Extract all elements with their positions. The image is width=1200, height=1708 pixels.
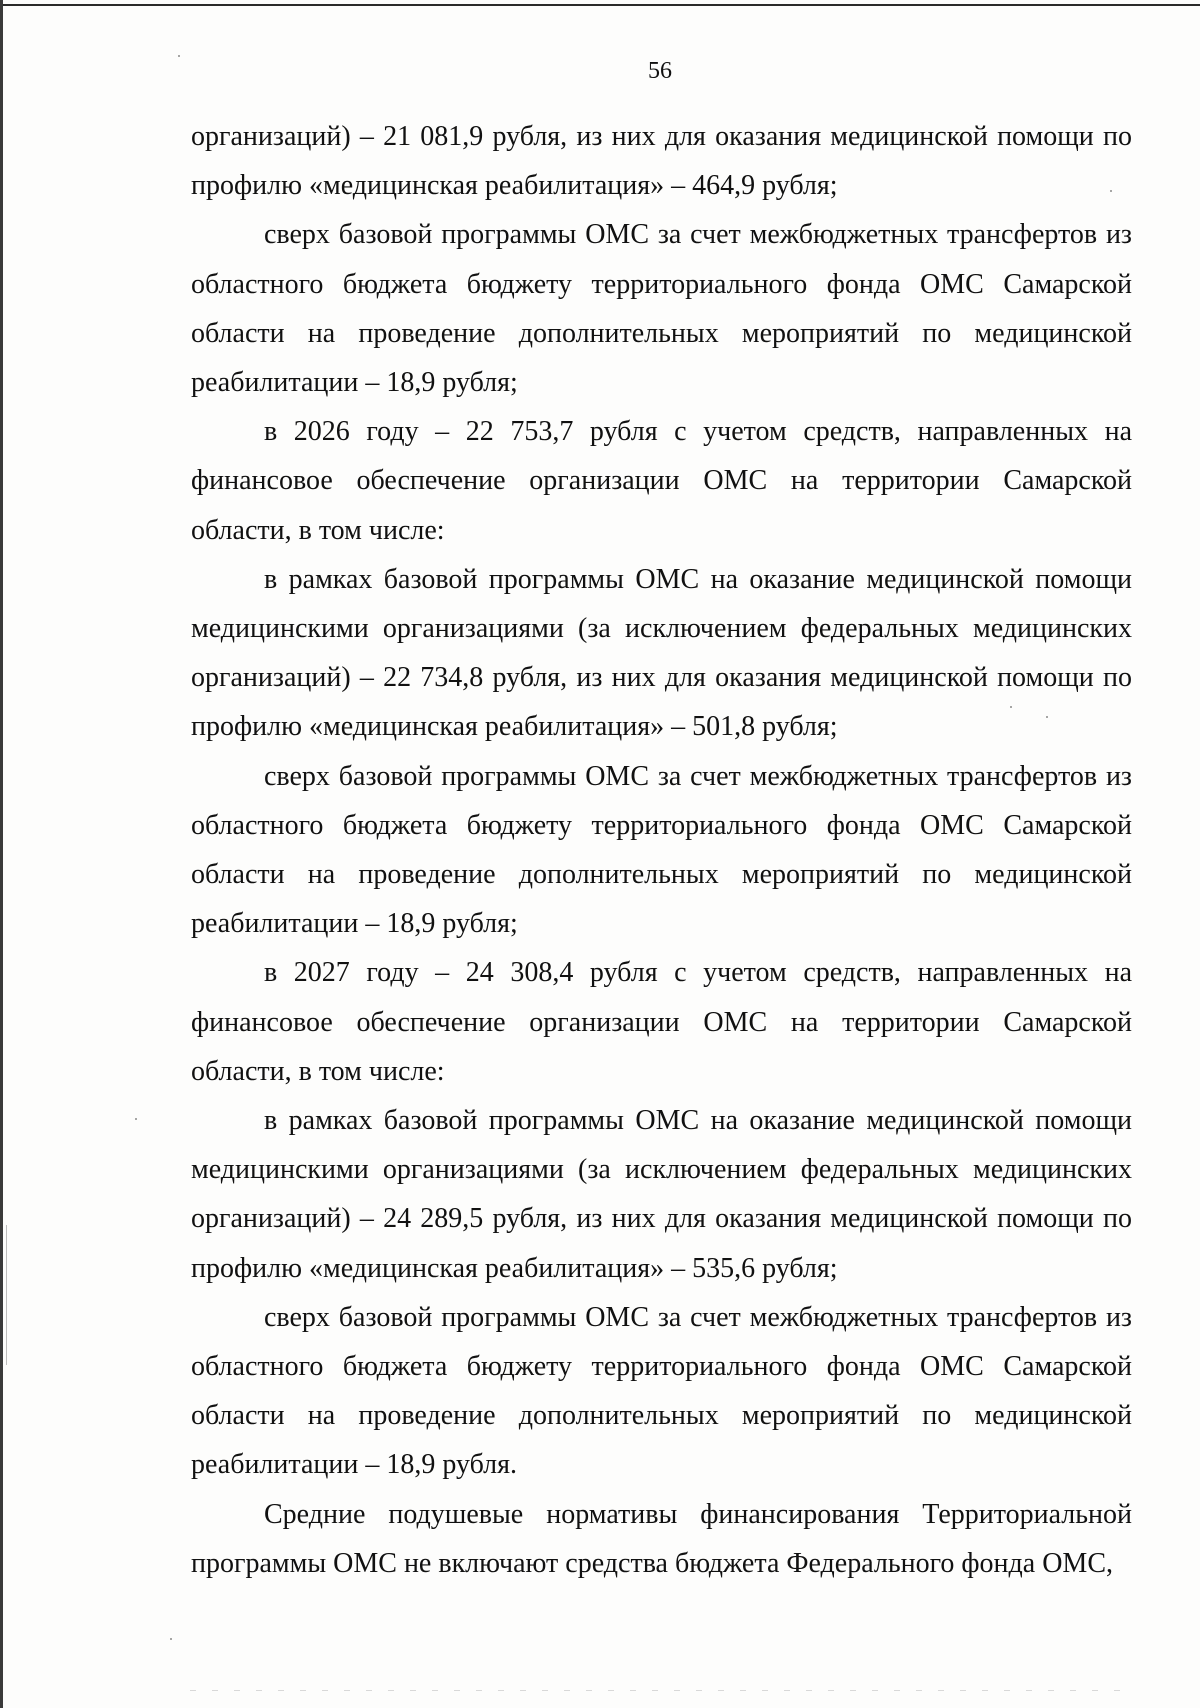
scan-speck [135,1118,137,1120]
scan-speck [170,1638,172,1640]
scan-top-edge [0,4,1200,6]
body-text [191,112,1132,1588]
scan-left-edge [0,0,3,1708]
page-number: 56 [648,58,672,84]
paragraph: организаций) – 21 081,9 рубля, из них для оказания медицинской помощи по профилю «медицинская реабилитация» – 464,9 рубля; [191,121,1132,202]
paragraph: в 2027 году – 24 308,4 рубля с учетом средств, направленных на финансовое обеспечение организации ОМС на территории Самарской области, в том числе: [191,957,1132,1087]
paragraph: в рамках базовой программы ОМС на оказание медицинской помощи медицинскими организациями (за исключением федеральных медицинских организаций) – 22 734,8 рубля, из них для оказания медицинской помощи по профилю «медицинская реабилитация» – 501,8 рубля; [191,563,1132,743]
scan-bottom-noise [190,1690,1130,1691]
paragraph: сверх базовой программы ОМС за счет межбюджетных трансфертов из областного бюджета бюджету территориального фонда ОМС Самарской области на проведение дополнительных мероприятий по медицинской реабилитации – 18,9 рубля; [191,760,1132,940]
paragraph: сверх базовой программы ОМС за счет межбюджетных трансфертов из областного бюджета бюджету территориального фонда ОМС Самарской области на проведение дополнительных мероприятий по медицинской реабилитации – 18,9 рубля; [191,219,1132,399]
paragraph: в 2026 году – 22 753,7 рубля с учетом средств, направленных на финансовое обеспечение организации ОМС на территории Самарской области, в том числе: [191,416,1132,546]
paragraph: в рамках базовой программы ОМС на оказание медицинской помощи медицинскими организациями (за исключением федеральных медицинских организаций) – 24 289,5 рубля, из них для оказания медицинской помощи по профилю «медицинская реабилитация» – 535,6 рубля; [191,1105,1132,1284]
paragraph: сверх базовой программы ОМС за счет межбюджетных трансфертов из областного бюджета бюджету территориального фонда ОМС Самарской области на проведение дополнительных мероприятий по медицинской реабилитации – 18,9 рубля. [191,1301,1132,1481]
paragraph: Средние подушевые нормативы финансирования Территориальной программы ОМС не включают средства бюджета Федерального фонда ОМС, [191,1498,1132,1579]
scan-speck [178,55,180,57]
scan-margin-mark [6,1225,7,1365]
